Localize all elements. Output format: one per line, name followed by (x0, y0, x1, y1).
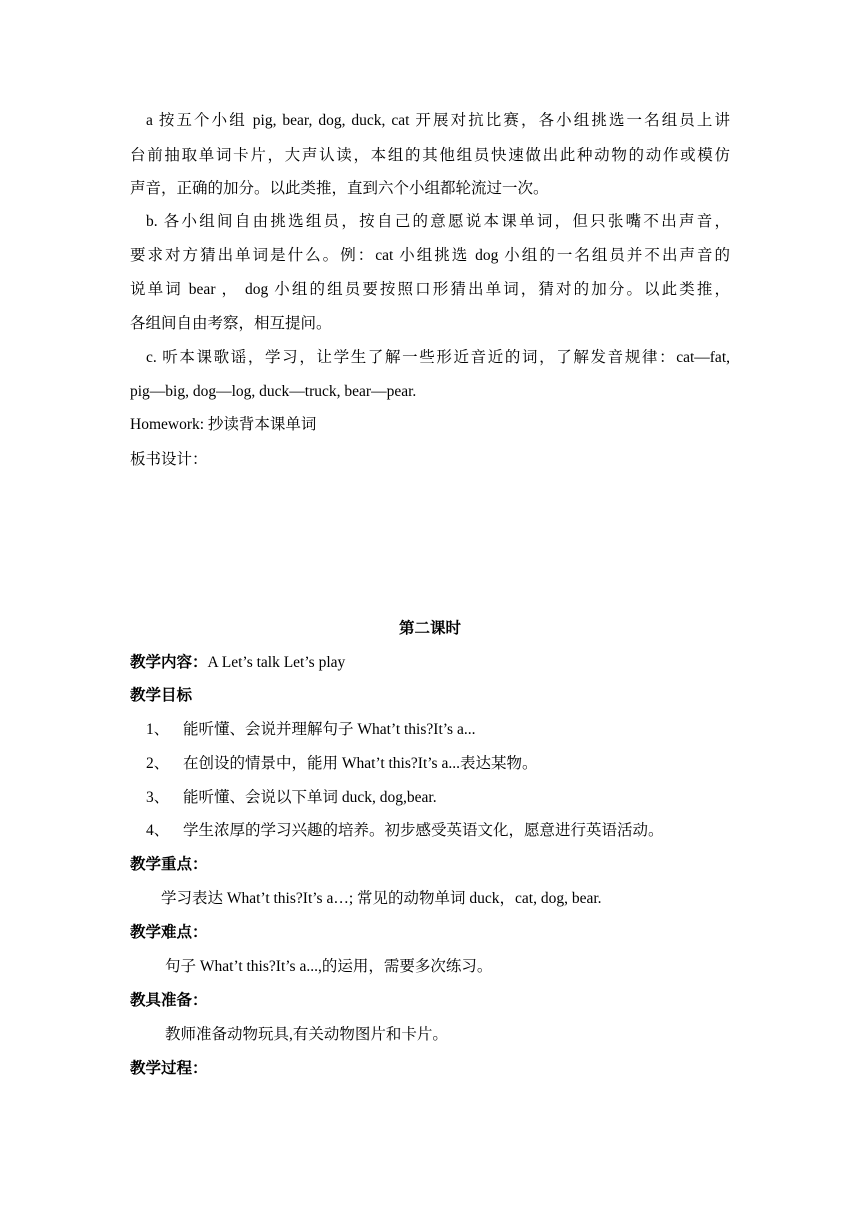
difficulty-value: 句子 What’t this?It’s a...,的运用，需要多次练习。 (165, 958, 493, 975)
objective-item (146, 720, 475, 740)
para-a-line-3: 声音，正确的加分。以此类推，直到六个小组都轮流过一次。 (130, 180, 549, 197)
para-a-line-1: a 按五个小组 pig, bear, dog, duck, cat 开展对抗比赛，各小组挑选一名组员上讲 (146, 112, 730, 129)
key-points-label: 教学重点： (130, 856, 208, 873)
board-design-label: 板书设计： (130, 451, 208, 468)
objective-text: 学生浓厚的学习兴趣的培养。初步感受英语文化，愿意进行英语活动。 (183, 822, 664, 839)
objectives-label: 教学目标 (130, 687, 193, 704)
para-b-line-1: b. 各小组间自由挑选组员，按自己的意愿说本课单词，但只张嘴不出声音， (146, 213, 730, 230)
lesson-heading: 第二课时 (398, 620, 461, 637)
para-b-line-3: 说单词 bear ， dog 小组的组员要按照口形猜出单词，猜对的加分。以此类推， (130, 281, 730, 298)
materials-label: 教具准备： (130, 992, 208, 1009)
content-label: 教学内容： (130, 654, 208, 671)
objective-item (146, 754, 537, 774)
content-row (130, 653, 345, 673)
key-points-value: 学习表达 What’t this?It’s a…; 常见的动物单词 duck，cat, dog, bear. (161, 890, 602, 907)
para-c-line-1: c. 听本课歌谣，学习，让学生了解一些形近音近的词，了解发音规律：cat—fat, (146, 349, 730, 366)
objective-text: 在创设的情景中，能用 What’t this?It’s a...表达某物。 (183, 755, 538, 772)
objective-number: 1、 (146, 721, 170, 738)
objective-item (146, 788, 437, 808)
para-b-line-4: 各组间自由考察，相互提问。 (130, 315, 332, 332)
content-value: A Let’s talk Let’s play (207, 654, 346, 671)
para-b-line-2: 要求对方猜出单词是什么。例：cat 小组挑选 dog 小组的一名组员并不出声音的 (130, 247, 730, 264)
homework-line: Homework: 抄读背本课单词 (130, 416, 317, 433)
objective-text: 能听懂、会说以下单词 duck, dog,bear. (183, 789, 437, 806)
para-a-line-2: 台前抽取单词卡片，大声认读，本组的其他组员快速做出此种动物的动作或模仿 (130, 147, 730, 164)
materials-value: 教师准备动物玩具,有关动物图片和卡片。 (165, 1026, 448, 1043)
objective-number: 3、 (146, 789, 170, 806)
difficulty-label: 教学难点： (130, 924, 208, 941)
objective-number: 2、 (146, 755, 170, 772)
objective-item (146, 821, 664, 841)
objective-text: 能听懂、会说并理解句子 What’t this?It’s a... (183, 721, 476, 738)
process-label: 教学过程： (130, 1060, 208, 1077)
para-c-line-2: pig—big, dog—log, duck—truck, bear—pear. (130, 383, 417, 400)
objective-number: 4、 (146, 822, 170, 839)
